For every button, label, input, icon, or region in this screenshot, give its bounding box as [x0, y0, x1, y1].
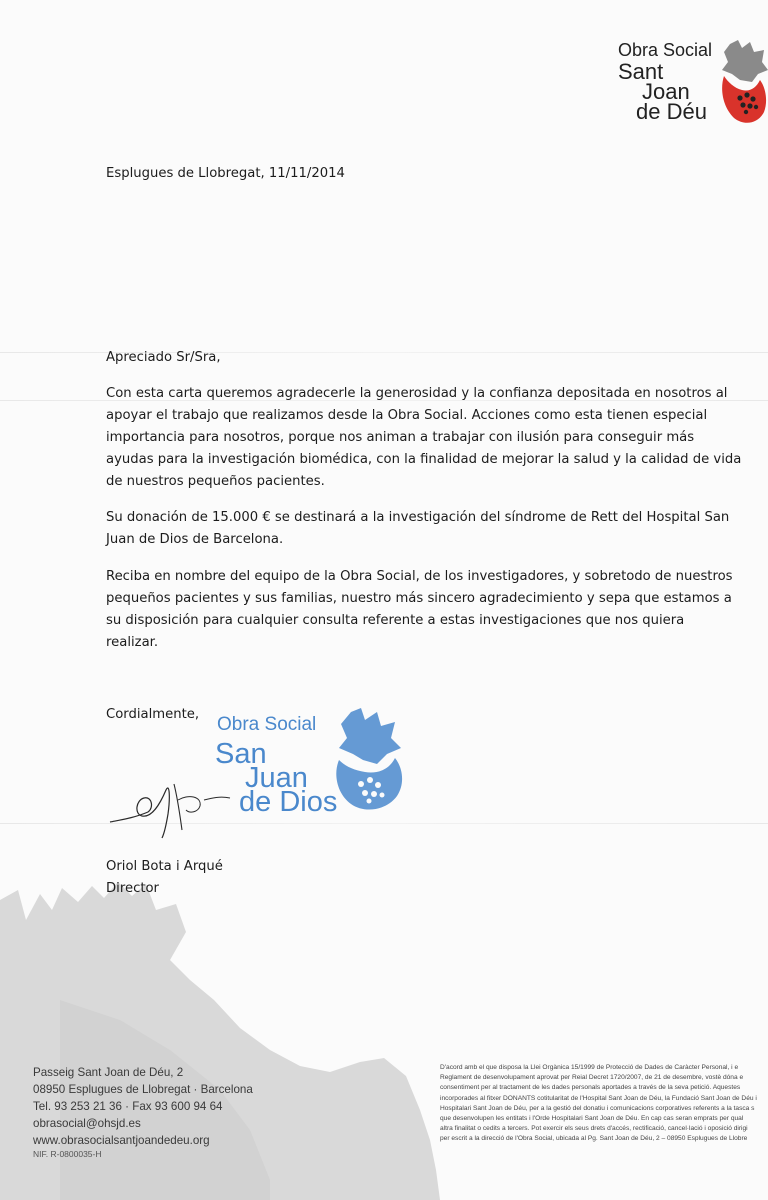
address-line: 08950 Esplugues de Llobregat · Barcelona — [33, 1083, 253, 1096]
signer-name: Oriol Bota i Arqué — [106, 859, 223, 874]
legal-line: D'acord amb el que disposa la Llei Orgànica 15/1999 de Protecció de Dades de Caràcter Personal, i e — [440, 1064, 739, 1071]
paragraph-line: Con esta carta queremos agradecerle la generosidad y la confianza depositada en nosotros al — [106, 386, 728, 401]
stamp-text-line: Juan — [245, 762, 308, 794]
legal-notice — [440, 1063, 768, 1145]
signer-title: Director — [106, 881, 159, 896]
nif-number: NIF. R-0800035-H — [33, 1149, 102, 1159]
paragraph-line: pequeños pacientes y sus familias, nuestro más sincero agradecimiento y sepa que estamos a — [106, 591, 732, 606]
paragraph-line: Su donación de 15.000 € se destinará a la investigación del síndrome de Rett del Hospital San — [106, 510, 730, 525]
paragraph-2 — [106, 507, 730, 551]
paragraph-line: realizar. — [106, 635, 159, 650]
place-date: Esplugues de Llobregat, 11/11/2014 — [106, 166, 345, 181]
legal-line: Reglament de desenvolupament aprovat per Reial Decret 1720/2007, de 21 de desembre, vostè dóna e — [440, 1074, 744, 1082]
logo-text-line: Sant — [618, 59, 664, 84]
paragraph-line: Juan de Dios de Barcelona. — [106, 532, 284, 547]
paragraph-line: apoyar el trabajo que realizamos desde la Obra Social. Acciones como esta tienen especial — [106, 408, 708, 423]
legal-line: altra finalitat o cedits a tercers. Pot exercir els seus drets d'accés, rectificació, cancel·lació i oposició dirigi — [440, 1125, 748, 1133]
paragraph-1 — [106, 383, 742, 493]
legal-line: Hospitalari Sant Joan de Déu, per a la gestió del donatiu i comunicacions corporatives referents a la tasca s — [440, 1104, 755, 1112]
paragraph-line: importancia para nosotros, porque nos animan a trabajar con ilusión para conseguir más — [106, 430, 695, 445]
legal-line: consentiment per al tractament de les dades personals aportades a través de la seva petició. Aquestes — [440, 1084, 741, 1092]
salutation: Apreciado Sr/Sra, — [106, 350, 221, 365]
email-text: obrasocial@ohsjd.es — [33, 1117, 141, 1130]
logo-text-line: Joan — [642, 79, 690, 104]
logo-text-line: Obra Social — [618, 40, 713, 60]
closing: Cordialmente, — [106, 707, 200, 722]
stamp-text-line: de Dios — [239, 786, 338, 818]
stamp-mark-icon — [333, 708, 405, 812]
address-line: Passeig Sant Joan de Déu, 2 — [33, 1066, 184, 1079]
header-logo — [612, 40, 768, 132]
paragraph-line: ayudas para la investigación biomédica, con la finalidad de mejorar la salud y la calidad de vida — [106, 452, 742, 467]
stamp-text-line: Obra Social — [217, 714, 317, 735]
logo-mark-icon — [718, 40, 768, 126]
handwritten-signature — [104, 760, 244, 840]
legal-line: incorporades al fitxer DONANTS cotitularitat de l'Hospital Sant Joan de Déu, la Fundació Sant Joan de Déu i — [440, 1094, 757, 1102]
address-line: Tel. 93 253 21 36 · Fax 93 600 94 64 — [33, 1100, 223, 1113]
paragraph-3 — [106, 566, 733, 654]
paragraph-line: de nuestros pequeños pacientes. — [106, 474, 325, 489]
paragraph-line: su disposición para cualquier consulta referente a estas investigaciones que nos quiera — [106, 613, 685, 628]
legal-line: per escrit a la direcció de l'Obra Social, ubicada al Pg. Sant Joan de Déu, 2 – 08950 Esplugues de Llobre — [440, 1135, 748, 1143]
stamp-text-line: San — [215, 738, 267, 770]
logo-text-line: de Déu — [636, 99, 707, 124]
paragraph-line: Reciba en nombre del equipo de la Obra Social, de los investigadores, y sobretodo de nuestros — [106, 569, 733, 584]
website-text: www.obrasocialsantjoandedeu.org — [33, 1134, 210, 1147]
footer-address — [33, 1064, 253, 1149]
organization-stamp — [215, 708, 415, 820]
legal-line: que desenvolupen les entitats i l'Orde Hospitalari Sant Joan de Déu. En cap cas seran emprats per qual — [440, 1115, 744, 1123]
